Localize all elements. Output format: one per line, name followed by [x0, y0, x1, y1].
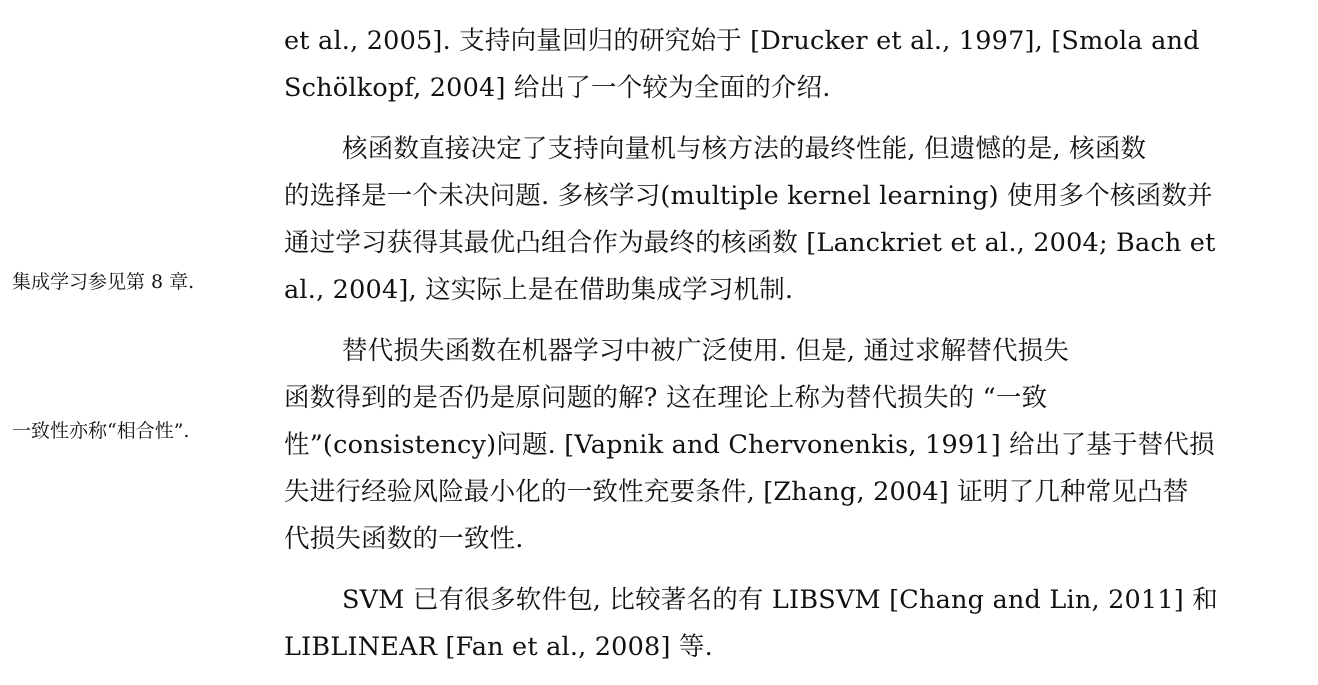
main-text [284, 18, 1298, 685]
sidenote-consistency: 一致性亦称“相合性”. [12, 420, 190, 442]
text-line: 性”(consistency)问题. [Vapnik and Chervonenkis, 1991] 给出了基于替代损 [284, 430, 1215, 460]
text-line: et al., 2005]. 支持向量回归的研究始于 [Drucker et al., 1997], [Smola and [284, 26, 1200, 56]
paragraph-kernel-function [284, 126, 1298, 314]
text-line: 核函数直接决定了支持向量机与核方法的最终性能, 但遗憾的是, 核函数 [342, 134, 1147, 164]
paragraph-surrogate-loss [284, 328, 1298, 563]
text-line: 失进行经验风险最小化的一致性充要条件, [Zhang, 2004] 证明了几种常见凸替 [284, 477, 1189, 507]
sidenote-ensemble-learning: 集成学习参见第 8 章. [12, 271, 195, 293]
text-line: al., 2004], 这实际上是在借助集成学习机制. [284, 275, 794, 305]
text-line: LIBLINEAR [Fan et al., 2008] 等. [284, 632, 713, 662]
text-line: 替代损失函数在机器学习中被广泛使用. 但是, 通过求解替代损失 [342, 336, 1070, 366]
text-line: 通过学习获得其最优凸组合作为最终的核函数 [Lanckriet et al., 2004; Bach et [284, 228, 1216, 258]
paragraph-svr-references [284, 18, 1298, 112]
text-line: Schölkopf, 2004] 给出了一个较为全面的介绍. [284, 73, 831, 103]
text-line: SVM 已有很多软件包, 比较著名的有 LIBSVM [Chang and Lin, 2011] 和 [342, 585, 1218, 615]
paragraph-svm-software [284, 577, 1298, 671]
text-line: 代损失函数的一致性. [284, 524, 524, 554]
text-line: 函数得到的是否仍是原问题的解? 这在理论上称为替代损失的 “一致 [284, 383, 1048, 413]
text-line: 的选择是一个未决问题. 多核学习(multiple kernel learning) 使用多个核函数并 [284, 181, 1213, 211]
